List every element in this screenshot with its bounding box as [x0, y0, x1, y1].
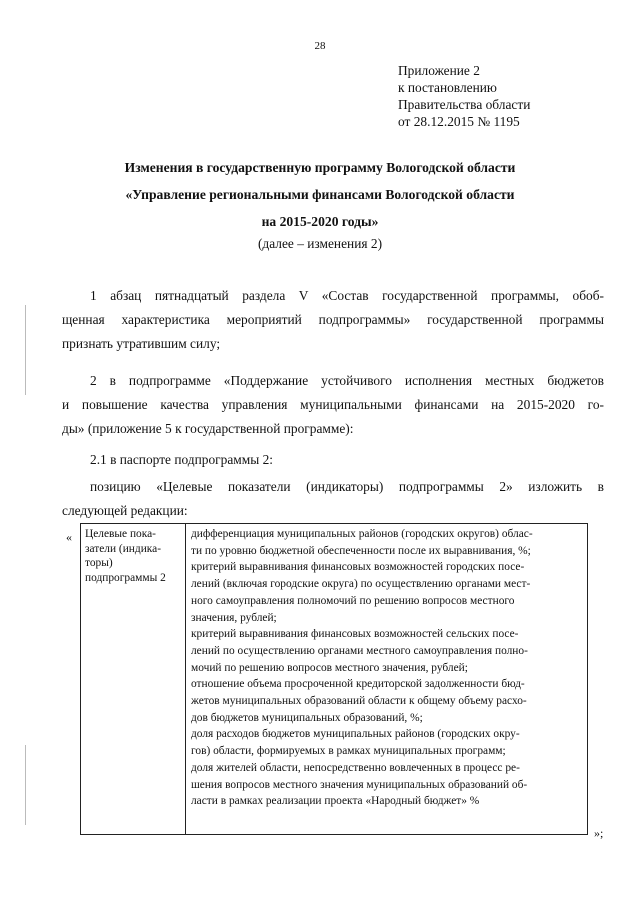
value-line: лений по осуществлению органами местного самоуправления полно-: [191, 644, 528, 657]
value-line: дов бюджетов муниципальных образований, %;: [191, 711, 423, 724]
value-line: дифференциация муниципальных районов (городских округов) облас-: [191, 528, 533, 540]
paragraph-line: и повышение качества управления муниципальными финансами на 2015-2020 го-: [62, 397, 604, 412]
paragraph-line: 2.1 в паспорте подпрограммы 2:: [90, 452, 274, 467]
title-line: «Управление региональными финансами Вологодской области: [125, 187, 515, 202]
appendix-line: Приложение 2: [398, 63, 480, 78]
title-line: Изменения в государственную программу Вологодской области: [124, 160, 516, 175]
value-line: гов) области, формируемых в рамках муниципальных программ;: [191, 745, 506, 758]
target-indicators-table: [80, 523, 588, 835]
value-line: значения, рублей;: [191, 611, 277, 624]
table-label-cell: [81, 524, 186, 834]
paragraph-3: [62, 448, 604, 472]
appendix-line: от 28.12.2015 № 1195: [398, 114, 520, 129]
title-line: на 2015-2020 годы»: [261, 214, 379, 229]
value-line: лений (включая городские округа) по осуществлению органами мест-: [191, 578, 531, 591]
scan-margin-mark: [25, 745, 26, 825]
label-line: затели (индика-: [85, 542, 162, 555]
value-line: критерий выравнивания финансовых возможностей городских посе-: [191, 561, 525, 574]
value-line: шения вопросов местного значения муниципальных образований об-: [191, 778, 528, 791]
value-line: критерий выравнивания финансовых возможностей сельских посе-: [191, 628, 519, 641]
value-line: жетов муниципальных образований области к общему объему расхо-: [191, 695, 527, 708]
table-value-cell: [186, 524, 589, 834]
document-subtitle: (далее – изменения 2): [257, 236, 383, 251]
value-line: ласти в рамках реализации проекта «Народный бюджет» %: [191, 795, 480, 808]
page-number: 28: [314, 40, 326, 52]
paragraph-line: 2 в подпрограмме «Поддержание устойчивого исполнения местных бюджетов: [90, 373, 604, 388]
value-line: ти по уровню бюджетной обеспеченности после их выравнивания, %;: [191, 544, 531, 557]
paragraph-line: ды» (приложение 5 к государственной программе):: [62, 421, 354, 436]
paragraph-line: позицию «Целевые показатели (индикаторы) подпрограммы 2» изложить в: [90, 479, 604, 494]
appendix-reference: [398, 62, 530, 130]
paragraph-line: 1 абзац пятнадцатый раздела V «Состав государственной программы, обоб-: [90, 288, 604, 303]
paragraph-line: следующей редакции:: [62, 503, 188, 518]
scan-margin-mark: [25, 305, 26, 395]
paragraph-1: [62, 284, 604, 356]
paragraph-line: щенная характеристика мероприятий подпрограммы» государственной программы: [62, 312, 604, 327]
opening-quote: «: [66, 530, 72, 544]
closing-quote: »;: [594, 826, 604, 840]
value-line: мочий по решению вопросов местного значения, рублей;: [191, 661, 468, 674]
paragraph-2: [62, 369, 604, 441]
value-line: доля жителей области, непосредственно вовлеченных в процесс ре-: [191, 761, 520, 774]
document-title: [0, 154, 640, 235]
appendix-line: к постановлению: [398, 80, 497, 95]
appendix-line: Правительства области: [398, 97, 531, 112]
value-line: отношение объема просроченной кредиторской задолженности бюд-: [191, 678, 525, 691]
value-line: ного самоуправления полномочий по решению вопросов местного: [191, 594, 515, 607]
label-line: Целевые пока-: [85, 528, 156, 540]
value-line: доля расходов бюджетов муниципальных районов (городских окру-: [191, 728, 520, 741]
paragraph-line: признать утратившим силу;: [62, 336, 221, 351]
label-line: торы): [85, 557, 113, 569]
paragraph-4: [62, 475, 604, 523]
label-line: подпрограммы 2: [85, 571, 166, 584]
